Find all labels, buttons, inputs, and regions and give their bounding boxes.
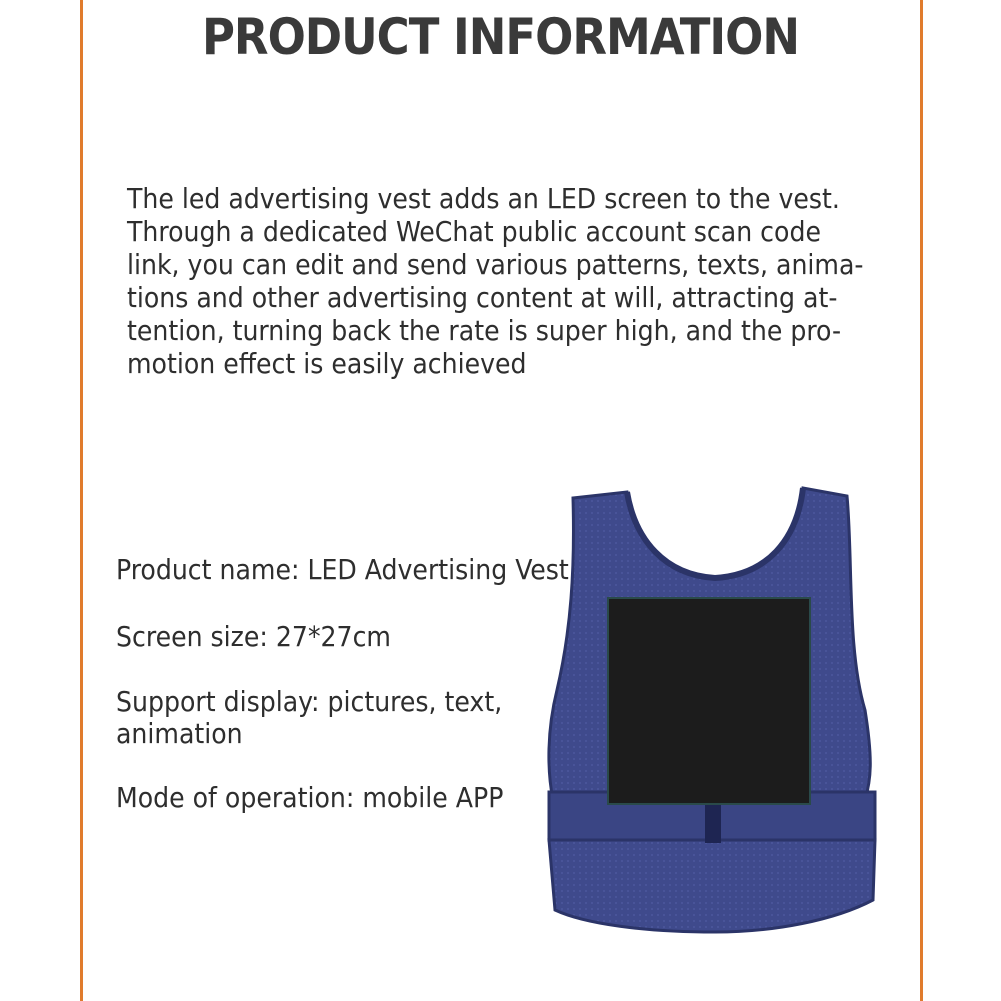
spec-support-display-line: Support display: pictures, text,	[116, 685, 503, 718]
spec-product-name: Product name: LED Advertising Vest	[116, 553, 569, 586]
spec-screen-size: Screen size: 27*27cm	[116, 620, 391, 653]
description-line: motion effect is easily achieved	[127, 347, 527, 380]
spec-mode-of-operation: Mode of operation: mobile APP	[116, 781, 504, 814]
description-line: Through a dedicated WeChat public account scan code	[127, 215, 821, 248]
led-vest-illustration	[535, 480, 895, 960]
led-vest-image	[535, 480, 895, 960]
product-description	[127, 182, 877, 380]
description-line: tions and other advertising content at will, attracting at-	[127, 281, 838, 314]
description-line: link, you can edit and send various patterns, texts, anima-	[127, 248, 864, 281]
description-line: tention, turning back the rate is super high, and the pro-	[127, 314, 842, 347]
vest-buckle-strap	[705, 805, 721, 843]
left-accent-rule	[80, 0, 83, 1001]
description-line: The led advertising vest adds an LED screen to the vest.	[127, 182, 840, 215]
spec-support-display-line: animation	[116, 717, 243, 750]
led-screen	[608, 598, 810, 804]
spec-support-display	[116, 686, 502, 750]
page-title: PRODUCT INFORMATION	[201, 8, 800, 66]
vest-lower-flap	[549, 840, 875, 932]
right-accent-rule	[920, 0, 923, 1001]
